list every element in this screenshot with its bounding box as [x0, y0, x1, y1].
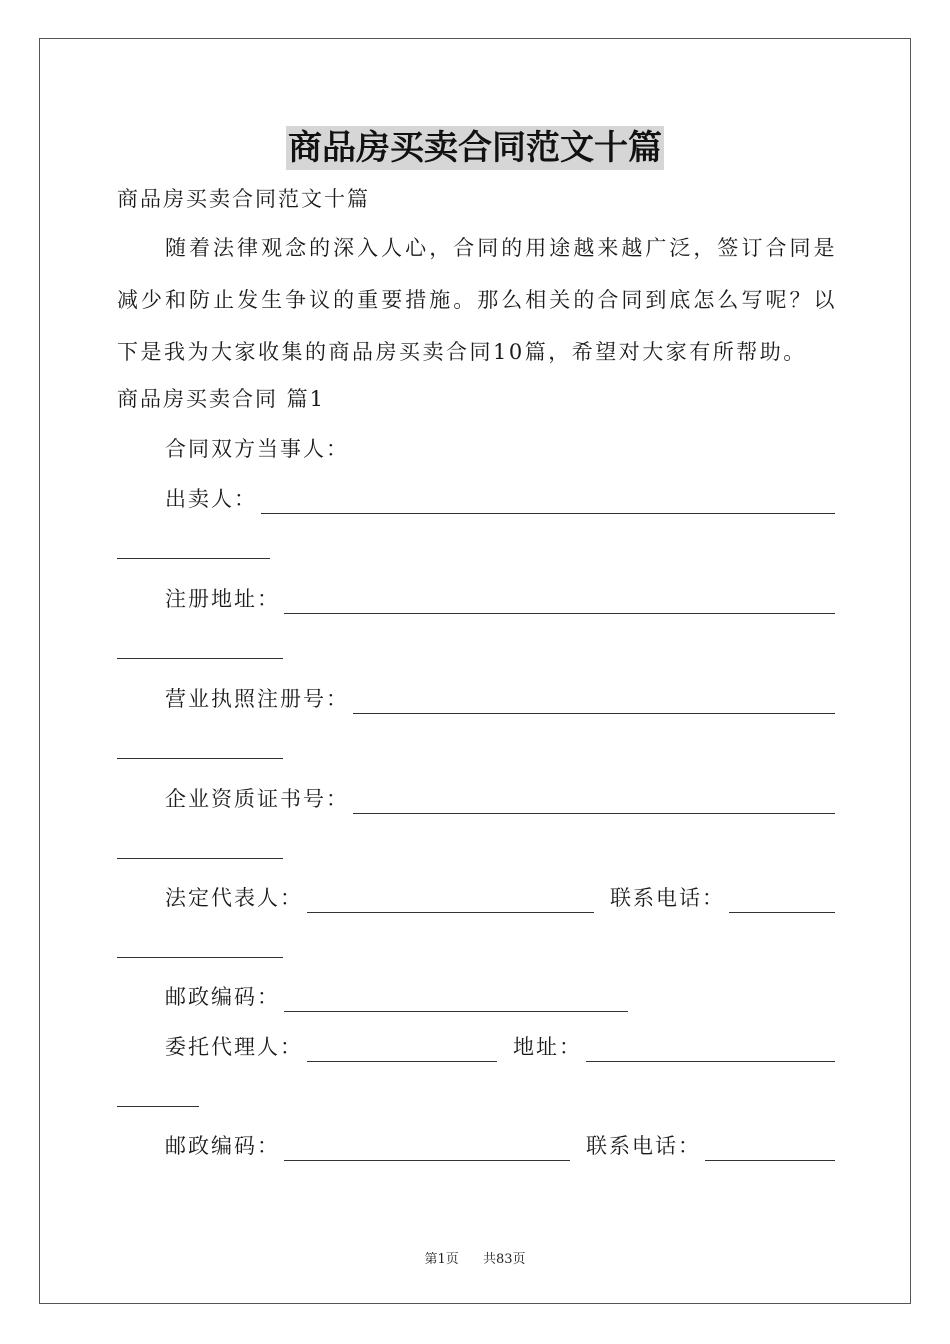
postcode2-blank[interactable]: [284, 1136, 570, 1161]
qualification-label: 企业资质证书号：: [165, 787, 349, 811]
postcode1-label: 邮政编码：: [165, 985, 280, 1009]
qualification-blank[interactable]: [353, 789, 835, 814]
page-number: 第1页: [424, 1252, 459, 1267]
postcode2-label: 邮政编码：: [165, 1134, 280, 1158]
phone2-label: 联系电话：: [586, 1134, 701, 1158]
intro-paragraph: 随着法律观念的深入人心，合同的用途越来越广泛，签订合同是减少和防止发生争议的重要措施。那么相关的合同到底怎么写呢？以下是我为大家收集的商品房买卖合同10篇，希望对大家有所帮助。: [117, 236, 837, 364]
agent-label: 委托代理人：: [165, 1035, 303, 1059]
license-label: 营业执照注册号：: [165, 687, 349, 711]
license-row: [165, 684, 835, 714]
seller-label: 出卖人：: [165, 487, 257, 511]
seller-blank[interactable]: [261, 489, 835, 514]
phone1-blank[interactable]: [729, 888, 835, 913]
legal-rep-label: 法定代表人：: [165, 886, 303, 910]
phone1-blank-cont[interactable]: [117, 956, 283, 958]
postcode1-blank[interactable]: [284, 987, 628, 1012]
phone2-blank[interactable]: [705, 1136, 835, 1161]
section-heading: 商品房买卖合同 篇1: [117, 387, 326, 411]
title-wrap: [0, 126, 950, 170]
address-blank-cont[interactable]: [117, 1105, 199, 1107]
reg-address-row: [165, 584, 835, 614]
postcode2-row: [165, 1131, 835, 1161]
qualification-row: [165, 784, 835, 814]
reg-address-label: 注册地址：: [165, 587, 280, 611]
postcode1-row: [165, 982, 835, 1012]
legal-rep-row: [165, 883, 835, 913]
reg-address-blank[interactable]: [284, 589, 835, 614]
seller-row: [165, 484, 835, 514]
address-label: 地址：: [513, 1035, 582, 1059]
seller-blank-cont[interactable]: [117, 557, 270, 559]
license-blank-cont[interactable]: [117, 757, 283, 759]
page-total: 共83页: [483, 1252, 526, 1267]
qualification-blank-cont[interactable]: [117, 857, 283, 859]
agent-blank[interactable]: [307, 1037, 497, 1062]
license-blank[interactable]: [353, 689, 835, 714]
address-blank[interactable]: [586, 1037, 835, 1062]
reg-address-blank-cont[interactable]: [117, 657, 283, 659]
agent-row: [165, 1032, 835, 1062]
parties-label: 合同双方当事人：: [165, 437, 349, 461]
page-footer: [0, 1248, 950, 1267]
document-title: 商品房买卖合同范文十篇: [288, 128, 662, 168]
legal-rep-blank[interactable]: [307, 888, 594, 913]
phone1-label: 联系电话：: [610, 886, 725, 910]
document-subtitle: 商品房买卖合同范文十篇: [117, 187, 370, 211]
